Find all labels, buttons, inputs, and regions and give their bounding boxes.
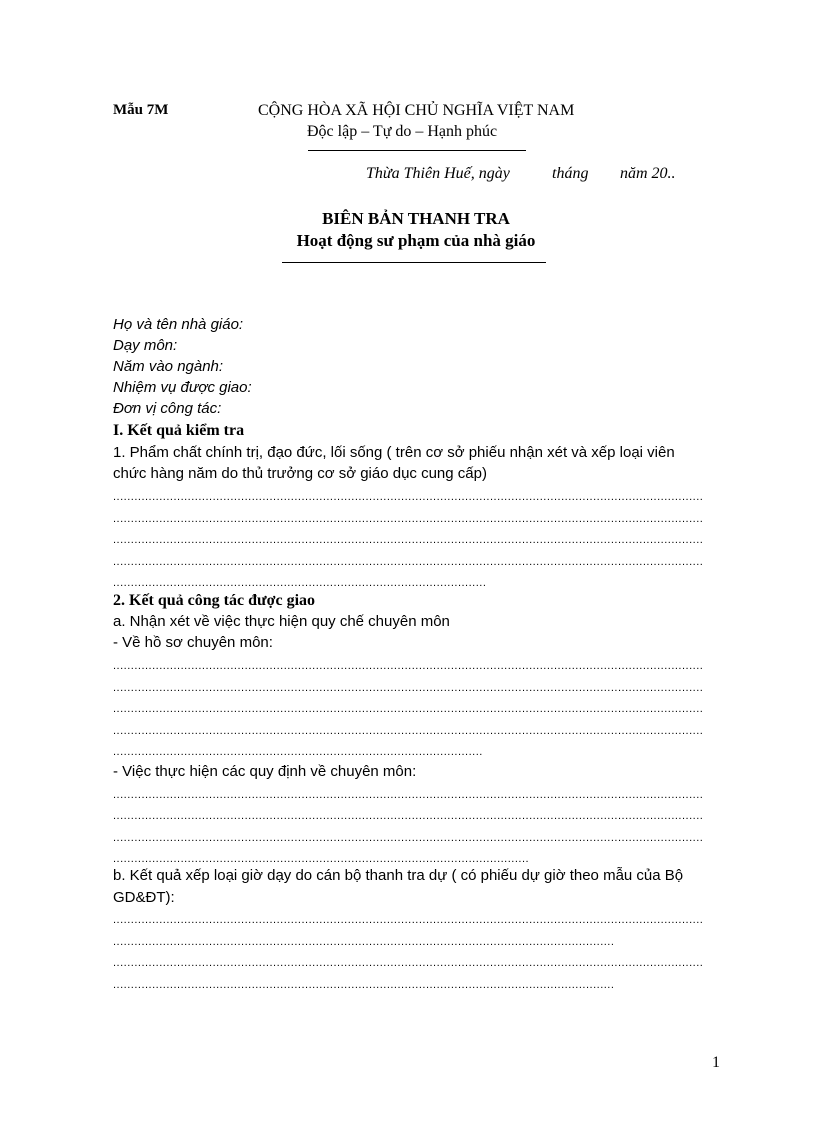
fill-line [113, 790, 703, 800]
fill-line [113, 980, 615, 990]
fill-line [113, 833, 703, 843]
fill-line [113, 811, 703, 821]
start-year-label: Năm vào ngành: [113, 358, 224, 375]
fill-line [113, 578, 486, 588]
fill-line [113, 492, 703, 502]
section-1-heading: I. Kết quả kiểm tra [113, 422, 245, 439]
date-year: năm 20.. [620, 165, 676, 182]
fill-line [113, 514, 703, 524]
motto: Độc lập – Tự do – Hạnh phúc [307, 123, 498, 140]
fill-line [113, 958, 703, 968]
section-2-heading: 2. Kết quả công tác được giao [113, 592, 316, 609]
rules-label: - Việc thực hiện các quy định về chuyên môn: [113, 763, 417, 780]
motto-underline [308, 150, 526, 151]
duty-label: Nhiệm vụ được giao: [113, 379, 252, 396]
fill-line [113, 535, 703, 545]
subject-label: Dạy môn: [113, 337, 178, 354]
fill-line [113, 704, 703, 714]
fill-line [113, 937, 615, 947]
section-1-item-line1: 1. Phẩm chất chính trị, đạo đức, lối sống ( trên cơ sở phiếu nhận xét và xếp loại viên [113, 444, 675, 461]
fill-line [113, 915, 703, 925]
section-1-item-line2: chức hàng năm do thủ trưởng cơ sở giáo dục cung cấp) [113, 465, 487, 482]
records-label: - Về hồ sơ chuyên môn: [113, 634, 273, 651]
unit-label: Đơn vị công tác: [113, 400, 222, 417]
fill-line [113, 747, 482, 757]
country-name: CỘNG HÒA XÃ HỘI CHỦ NGHĨA VIỆT NAM [258, 102, 575, 119]
title-underline [282, 262, 546, 263]
document-subtitle: Hoạt động sư phạm của nhà giáo [296, 231, 536, 250]
teacher-name-label: Họ và tên nhà giáo: [113, 316, 244, 333]
fill-line [113, 854, 528, 864]
section-2b-line2: GD&ĐT): [113, 889, 175, 906]
date-month: tháng [552, 165, 589, 182]
document-title: BIÊN BẢN THANH TRA [322, 209, 510, 228]
form-code: Mẫu 7M [113, 102, 169, 118]
fill-line [113, 557, 703, 567]
section-2b-line1: b. Kết quả xếp loại giờ dạy do cán bộ thanh tra dự ( có phiếu dự giờ theo mẫu của Bộ [113, 867, 684, 884]
fill-line [113, 661, 703, 671]
section-2a-label: a. Nhận xét về việc thực hiện quy chế chuyên môn [113, 613, 450, 630]
fill-line [113, 726, 703, 736]
page-number: 1 [712, 1054, 720, 1071]
date-place-day: Thừa Thiên Huế, ngày [366, 165, 510, 182]
fill-line [113, 683, 703, 693]
